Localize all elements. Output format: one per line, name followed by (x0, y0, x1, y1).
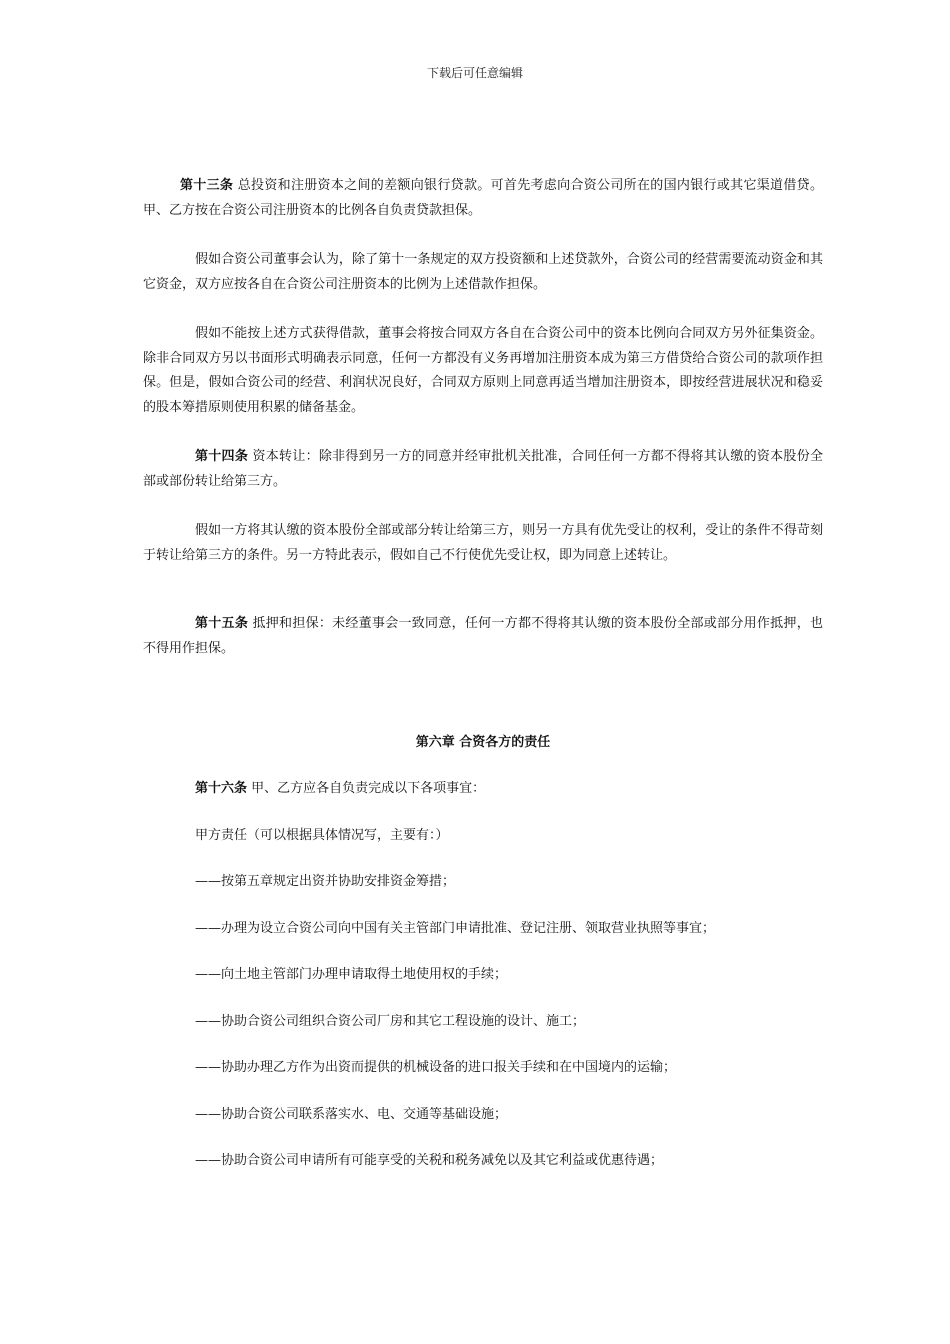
article-13-paragraph-3: 假如不能按上述方式获得借款，董事会将按合同双方各自在合资公司中的资本比例向合同双方另外征集资金。除非合同双方另以书面形式明确表示同意，任何一方都没有义务再增加注册资本成为第三方借贷给合资公司的款项作担保。但是，假如合资公司的经营、利润状况良好，合同双方原则上同意再适当增加注册资本，即按经营进展状况和稳妥的股本筹措原则使用积累的储备基金。 (143, 326, 823, 415)
article-13-title: 第十三条 (180, 178, 234, 193)
chapter-6-title: 第六章 合资各方的责任 (415, 735, 551, 750)
list-item: ——协助合资公司申请所有可能享受的关税和税务减免以及其它利益或优惠待遇； (195, 1153, 664, 1168)
party-a-responsibility: 甲方责任（可以根据具体情况写，主要有：） (195, 827, 449, 843)
article-16-text-1: 甲、乙方应各自负责完成以下各项事宜： (251, 781, 486, 796)
list-item: ——按第五章规定出资并协助安排资金筹措； (195, 874, 456, 889)
article-14-title: 第十四条 (195, 449, 249, 464)
article-16-paragraph-1 (143, 777, 823, 801)
article-13-paragraph-2: 假如合资公司董事会认为，除了第十一条规定的双方投资额和上述贷款外，合资公司的经营需要流动资金和其它资金，双方应按各自在合资公司注册资本的比例为上述借款作担保。 (143, 252, 823, 292)
list-item: ——办理为设立合资公司向中国有关主管部门申请批准、登记注册、领取营业执照等事宜； (195, 920, 716, 936)
article-14-text-1: 资本转让：除非得到另一方的同意并经审批机关批准，合同任何一方都不得将其认缴的资本股份全部或部份转让给第三方。 (143, 449, 823, 489)
article-15-paragraph-1 (143, 612, 823, 661)
list-item: ——向土地主管部门办理申请取得土地使用权的手续； (195, 967, 508, 982)
article-14-paragraph-1 (143, 445, 823, 494)
page-header: 下载后可任意编辑 (426, 66, 523, 80)
article-13-text-1: 总投资和注册资本之间的差额向银行贷款。可首先考虑向合资公司所在的国内银行或其它渠道借贷。甲、乙方按在合资公司注册资本的比例各自负责贷款担保。 (143, 178, 823, 218)
article-14-paragraph-2: 假如一方将其认缴的资本股份全部或部分转让给第三方，则另一方具有优先受让的权利，受让的条件不得苛刻于转让给第三方的条件。另一方特此表示，假如自己不行使优先受让权，即为同意上述转让。 (143, 523, 823, 563)
article-15-title: 第十五条 (195, 616, 249, 631)
article-13-paragraph-1 (143, 174, 823, 223)
list-item: ——协助合资公司联系落实水、电、交通等基础设施； (195, 1106, 508, 1122)
article-15-text-1: 抵押和担保：未经董事会一致同意，任何一方都不得将其认缴的资本股份全部或部分用作抵押，也不得用作担保。 (143, 616, 823, 656)
list-item: ——协助办理乙方作为出资而提供的机械设备的进口报关手续和在中国境内的运输； (195, 1060, 677, 1075)
list-item: ——协助合资公司组织合资公司厂房和其它工程设施的设计、施工； (195, 1013, 586, 1029)
article-16-title: 第十六条 (195, 781, 248, 796)
document-body (143, 174, 823, 1196)
